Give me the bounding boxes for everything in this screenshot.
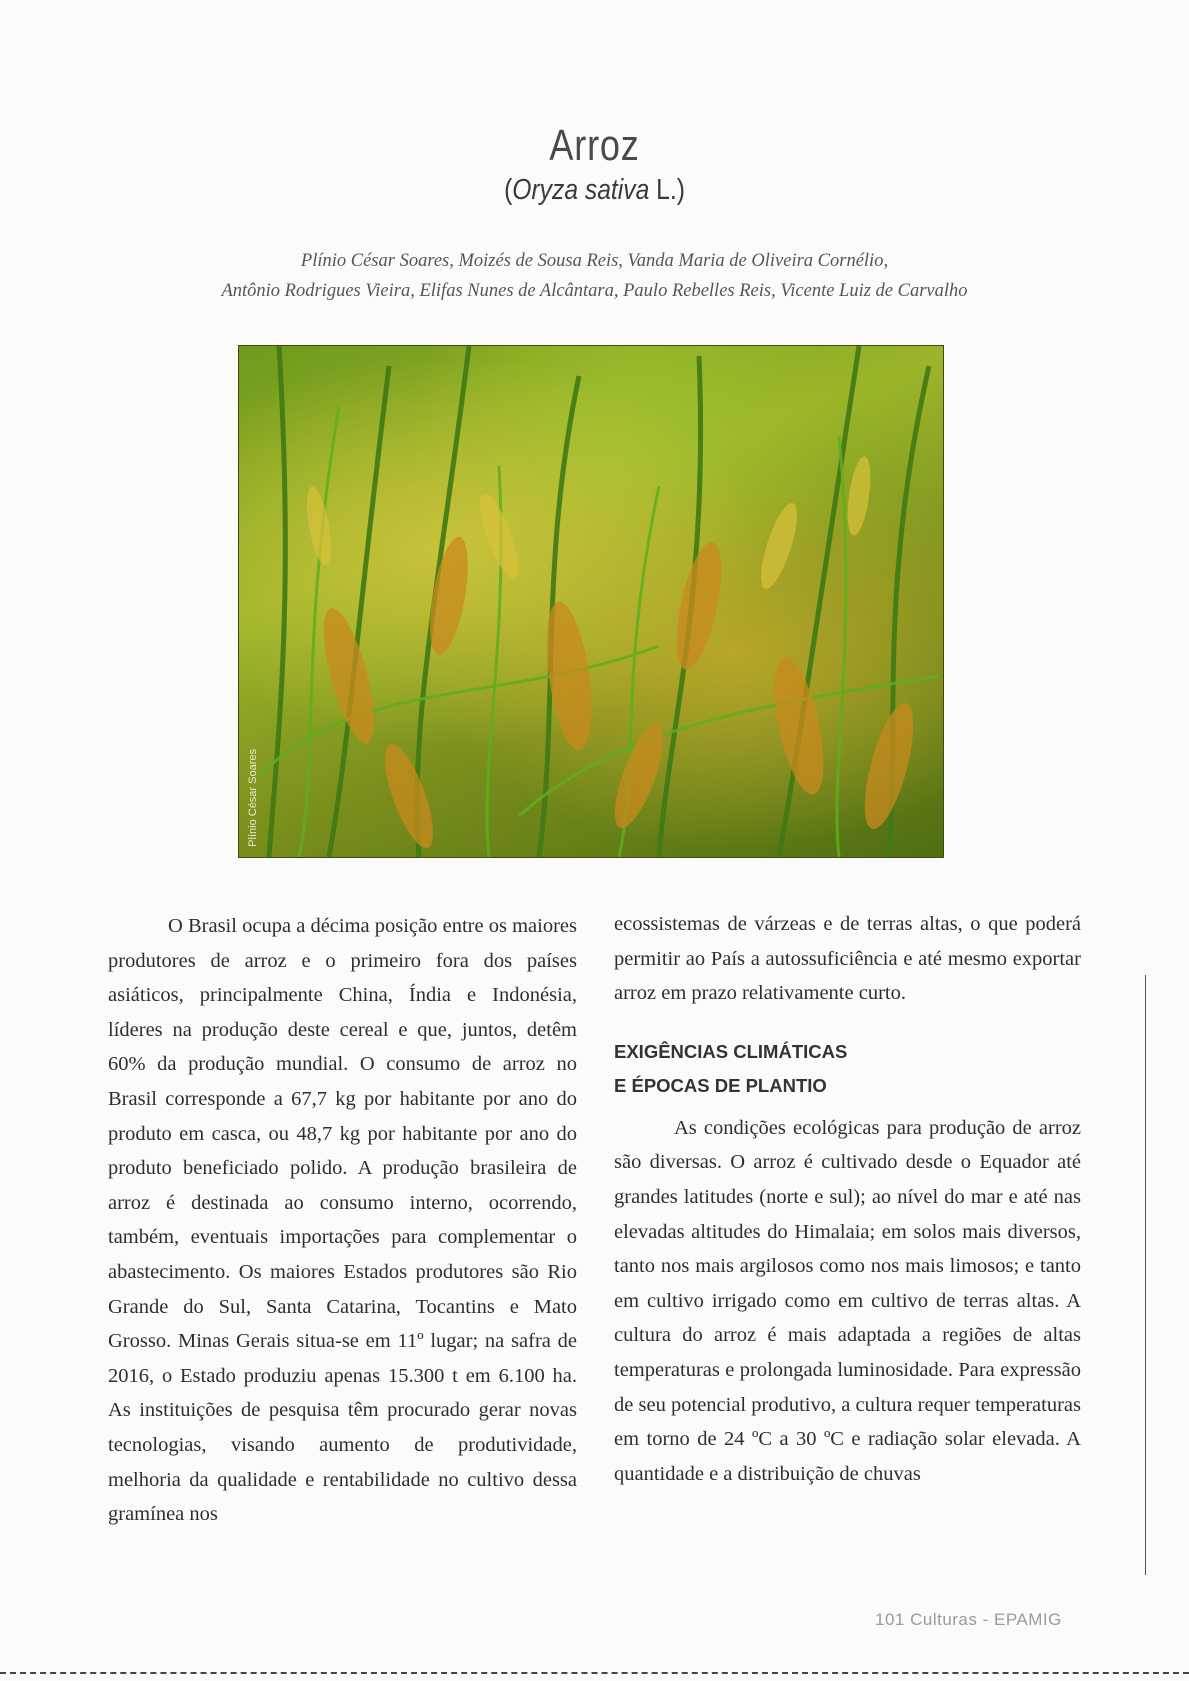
continued-paragraph: ecossistemas de várzeas e de terras altas, o que poderá permitir ao País a autossuficiência e até mesmo exportar arroz em prazo relativamente curto. [614, 913, 1081, 1005]
authors-line-2: Antônio Rodrigues Vieira, Elifas Nunes de Alcântara, Paulo Rebelles Reis, Vicente Luiz de Carvalho [221, 281, 968, 301]
left-column [108, 909, 577, 1532]
authors-line-1: Plínio César Soares, Moizés de Sousa Reis, Vanda Maria de Oliveira Cornélio, [300, 251, 889, 271]
rice-field-photo [238, 345, 944, 858]
section-heading [614, 1035, 1081, 1103]
section-heading-line-1: EXIGÊNCIAS CLIMÁTICAS [614, 1040, 848, 1062]
rice-plants-illustration [239, 346, 943, 857]
intro-paragraph: O Brasil ocupa a décima posição entre os maiores produtores de arroz e o primeiro fora dos países asiáticos, principalmente China, Índia e Indonésia, líderes na produção deste cereal e que, juntos, detêm 60% da produção mundial. O consumo de arroz no Brasil corresponde a 67,7 kg por habitante por ano do produto em casca, ou 48,7 kg por habitante por ano do produto beneficiado polido. A produção brasileira de arroz é destinada ao consumo interno, ocorrendo, também, eventuais importações para complementar o abastecimento. Os maiores Estados produtores são Rio Grande do Sul, Santa Catarina, Tocantins e Mato Grosso. Minas Gerais situa-se em 11º lugar; na safra de 2016, o Estado produziu apenas 15.300 t em 6.100 ha. As instituições de pesquisa têm procurado gerar novas tecnologias, visando aumento de produtividade, melhoria da qualidade e rentabilidade no cultivo dessa gramínea nos [108, 915, 577, 1526]
margin-line [1145, 975, 1146, 1575]
scientific-name [89, 172, 1100, 208]
right-column [614, 907, 1081, 1491]
title-block [0, 120, 1189, 208]
climate-paragraph: As condições ecológicas para produção de arroz são diversas. O arroz é cultivado desde o Equador até grandes latitudes (norte e sul); ao nível do mar e até nas elevadas altitudes do Himalaia; em solos mais diversos, tanto nos mais argilosos como nos mais limosos; e tanto em cultivo irrigado como em cultivo de terras altas. A cultura do arroz é mais adaptada a regiões de altas temperaturas e prolongada luminosidade. Para expressão de seu potencial produtivo, a cultura requer temperaturas em torno de 24 ºC a 30 ºC e radiação solar elevada. A quantidade e a distribuição de chuvas [614, 1116, 1081, 1485]
page-title: Arroz [549, 121, 640, 170]
subtitle-open: ( [504, 174, 513, 206]
bottom-rule [0, 1672, 1189, 1676]
authors [0, 246, 1189, 306]
page-footer: 101 Culturas - EPAMIG [875, 1610, 1062, 1629]
section-heading-line-2: E ÉPOCAS DE PLANTIO [614, 1074, 827, 1096]
species-name: Oryza sativa [512, 174, 650, 206]
subtitle-close: L.) [649, 174, 685, 206]
photo-credit: Plínio César Soares [247, 749, 259, 847]
